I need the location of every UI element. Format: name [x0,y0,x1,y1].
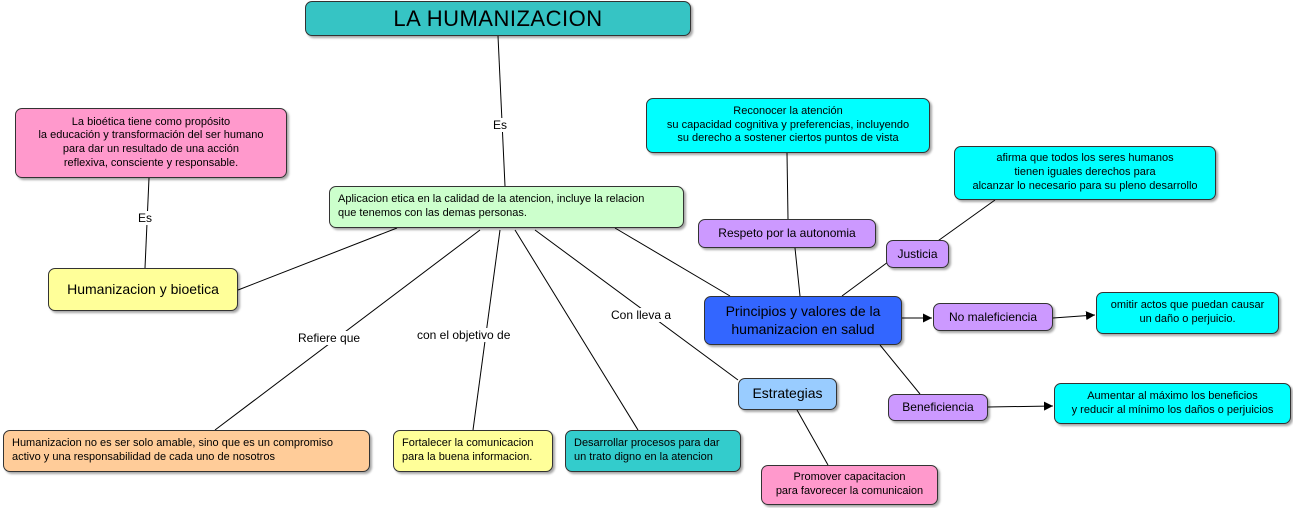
line-afirma-justicia [935,200,995,243]
reconocer-node[interactable]: Reconocer la atención su capacidad cognitiva y preferencias, incluyendo su derecho a sostener ciertos puntos de vista [646,98,930,153]
label-es-top: Es [493,118,508,132]
no-maleficiencia-node[interactable]: No maleficiencia [933,303,1053,331]
compromiso-node[interactable]: Humanizacion no es ser solo amable, sino que es un compromiso activo y una responsabilidad de cada uno de nosotros [3,430,370,472]
justicia-node[interactable]: Justicia [886,240,949,268]
omitir-node[interactable]: omitir actos que puedan causar un daño o perjuicio. [1096,292,1279,334]
respeto-node[interactable]: Respeto por la autonomia [698,219,876,248]
title-node[interactable]: LA HUMANIZACION [305,1,691,36]
desarrollar-node[interactable]: Desarrollar procesos para dar un trato digno en la atencion [565,430,741,472]
arrow-beneficiencia-aumentar [988,406,1053,407]
fortalecer-node[interactable]: Fortalecer la comunicacion para la buena informacion. [393,430,553,472]
aumentar-node[interactable]: Aumentar al máximo los beneficios y reducir al mínimo los daños o perjuicios [1054,383,1291,424]
line-estrategias-promover [797,410,828,465]
bioetica-proposito-node[interactable]: La bioética tiene como propósito la educación y transformación del ser humano para dar un resultado de una acción reflexiva, consciente y responsable. [15,108,287,178]
label-con-el-objetivo-de: con el objetivo de [417,328,511,342]
line-principios-beneficiencia [880,345,920,394]
principios-node[interactable]: Principios y valores de la humanizacion en salud [704,296,902,345]
line-justicia-principios [842,262,888,296]
line-reconocer-respeto [787,153,788,219]
label-es-left: Es [138,211,153,225]
aplicacion-node[interactable]: Aplicacion etica en la calidad de la atencion, incluye la relacion que tenemos con las demas personas. [329,186,684,228]
afirma-node[interactable]: afirma que todos los seres humanos tienen iguales derechos para alcanzar lo necesario para su pleno desarrollo [954,146,1216,200]
line-title-aplicacion [498,36,505,186]
beneficiencia-node[interactable]: Beneficiencia [888,394,988,421]
label-refiere-que: Refiere que [298,331,361,345]
humanizacion-bioetica-node[interactable]: Humanizacion y bioetica [48,268,238,311]
promover-node[interactable]: Promover capacitacion para favorecer la comunicaion [761,465,938,505]
estrategias-node[interactable]: Estrategias [738,378,837,410]
arrow-nomaleficiencia-omitir [1053,315,1095,318]
line-respeto-principios [795,248,800,296]
line-aplicacion-humanizacion [238,228,397,290]
line-aplicacion-desarrollar [515,230,638,430]
label-con-lleva-a: Con lleva a [611,308,672,322]
